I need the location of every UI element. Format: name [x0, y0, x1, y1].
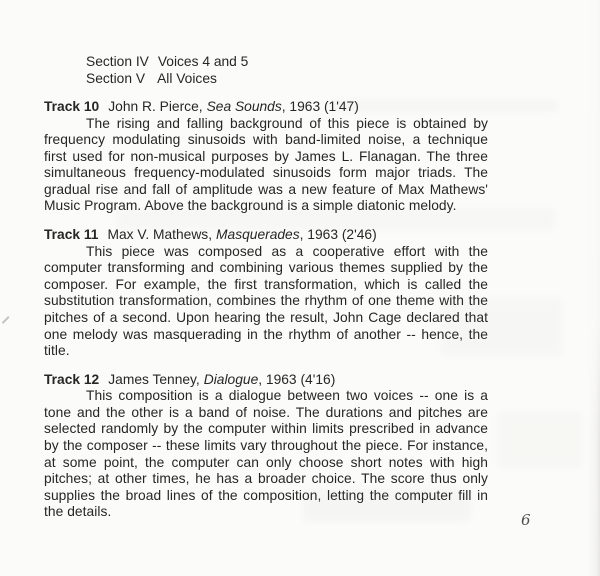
track-artist: John R. Pierce, [108, 99, 203, 114]
scan-artifact-bleedthrough [496, 412, 582, 468]
track-year-duration: , 1963 (1'47) [281, 99, 359, 114]
track-artist: James Tenney, [108, 371, 200, 387]
section-row [86, 71, 488, 88]
track-number-label: Track 10 [44, 99, 100, 114]
track-entry-11 [44, 227, 488, 360]
track-description: This piece was composed as a cooperative effort with the computer transforming and combining various themes supplied by the composer. For example, the first transformation, which is called the substitution transformation, combines the rhythm of one theme with the pitches of a second. Upon hearing the result, John Cage declared that one melody was masquerading in the rhythm of another -- hence, the title. [44, 243, 488, 359]
track-artist: Max V. Mathews, [107, 227, 213, 243]
track-description: The rising and falling background of this piece is obtained by frequency modulating sinusoids with band-limited noise, a technique first used for non-musical purposes by James L. Flanagan. The three simultaneous frequency-modulated sinusoids form major triads. The gradual rise and fall of amplitude was a new feature of Max Mathews' Music Program. Above the background is a simple diatonic melody. [44, 115, 488, 214]
scan-artifact-mark [2, 316, 9, 323]
track-heading [44, 227, 488, 244]
section-label: Section V [86, 70, 146, 86]
track-year-duration: , 1963 (4'16) [258, 371, 336, 387]
section-value: Voices 4 and 5 [157, 54, 249, 69]
section-row [86, 54, 488, 71]
track-number-label: Track 11 [44, 227, 99, 243]
track-heading [44, 99, 488, 116]
page-edge-shadow [587, 0, 600, 576]
track-number-label: Track 12 [44, 371, 100, 387]
section-list [86, 54, 488, 87]
track-entry-12 [44, 372, 488, 521]
section-value: All Voices [157, 70, 217, 86]
text-column [44, 54, 488, 521]
track-heading [44, 372, 488, 389]
section-label: Section IV [86, 54, 149, 69]
page-number: 6 [521, 511, 531, 529]
track-title: Sea Sounds [206, 99, 282, 114]
track-year-duration: , 1963 (2'46) [299, 227, 377, 243]
track-entry-10 [44, 99, 488, 215]
track-description: This composition is a dialogue between two voices -- one is a tone and the other is a band of noise. The durations and pitches are selected randomly by the computer within limits prescribed in advance by the composer -- these limits vary throughout the piece. For instance, at some point, the computer can only choose short notes with high pitches; at other times, he has a broader choice. The score thus only supplies the broad lines of the composition, letting the computer fill in the details. [44, 388, 488, 520]
track-title: Dialogue [203, 371, 259, 387]
track-title: Masquerades [216, 227, 300, 243]
